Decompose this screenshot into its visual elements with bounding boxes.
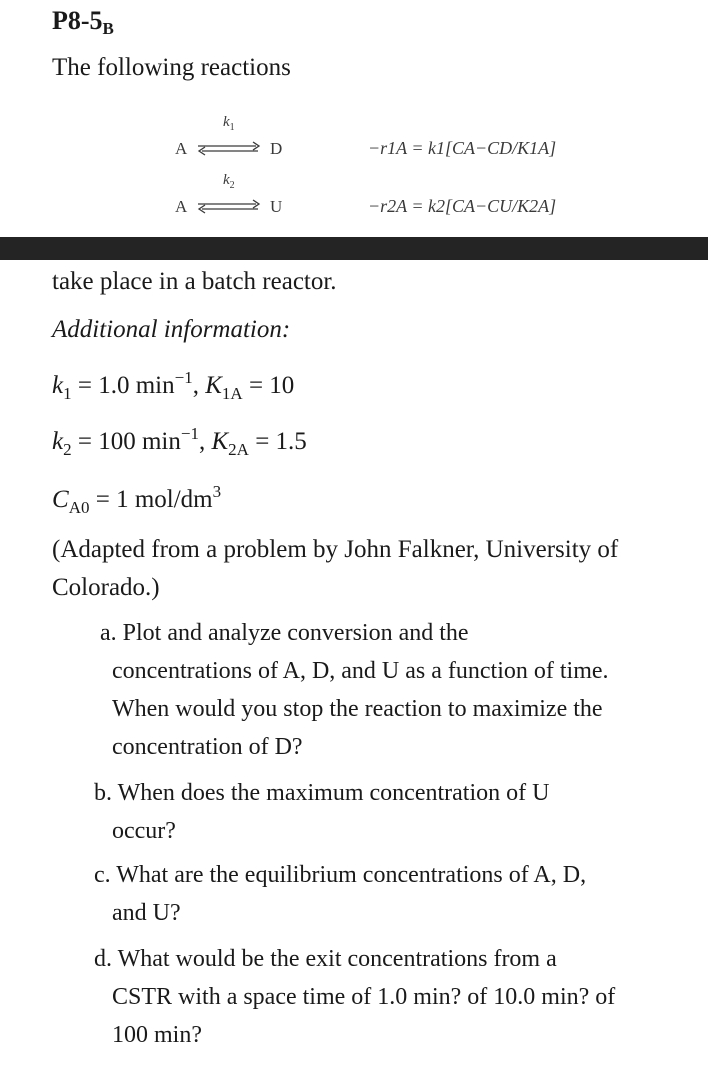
question-d-line-1: d. What would be the exit concentrations from a <box>94 946 557 972</box>
question-d-line-2: CSTR with a space time of 1.0 min? of 10.0 min? of <box>112 984 616 1010</box>
reversible-arrow-icon <box>196 141 264 157</box>
question-d-line-3: 100 min? <box>112 1022 202 1048</box>
parameter-line-1: $k_1 = 1.0$ $\min^{-1}$, $K_{1A} = 10$ <box>52 368 295 403</box>
reaction-2 <box>170 172 330 220</box>
reversible-arrow-icon <box>196 199 264 215</box>
question-b-line-1: b. When does the maximum concentration of U <box>94 780 550 806</box>
divider-bar <box>0 237 708 260</box>
reaction-2-rate-constant: $k_2$ <box>223 172 235 191</box>
question-a-line-2: concentrations of A, D, and U as a function of time. <box>112 658 609 684</box>
reaction-1-product: D <box>270 139 283 158</box>
rate-law-2: −r2A = k2[CA−CU/K2A] <box>368 196 557 216</box>
question-c-line-1: c. What are the equilibrium concentrations of A, D, <box>94 862 587 888</box>
context-text: take place in a batch reactor. <box>52 268 337 295</box>
reaction-1 <box>170 114 330 162</box>
question-a-line-3: When would you stop the reaction to maximize the <box>112 696 603 722</box>
source-note-line-1: (Adapted from a problem by John Falkner, University of <box>52 536 619 563</box>
intro-text: The following reactions <box>52 54 291 81</box>
reaction-2-reactant: A <box>175 197 188 216</box>
reaction-2-product: U <box>270 197 283 216</box>
additional-info-label: Additional information: <box>52 316 291 343</box>
question-a-line-4: concentration of D? <box>112 734 303 760</box>
rate-law-1: −r1A = k1[CA−CD/K1A] <box>368 138 557 158</box>
source-note-line-2: Colorado.) <box>52 574 160 601</box>
parameter-line-3: $C_{A0} = 1$ mol/$dm^3$ <box>52 482 222 517</box>
reaction-1-reactant: A <box>175 139 188 158</box>
question-b-line-2: occur? <box>112 818 176 844</box>
problem-number: $P8-5_B$ <box>52 6 114 38</box>
parameter-line-2: $k_2 = 100$ $\min^{-1}$, $K_{2A} = 1.5$ <box>52 424 307 459</box>
reaction-1-rate-constant: $k_1$ <box>223 114 235 133</box>
question-c-line-2: and U? <box>112 900 181 926</box>
question-a-line-1: a. Plot and analyze conversion and the <box>100 620 469 646</box>
